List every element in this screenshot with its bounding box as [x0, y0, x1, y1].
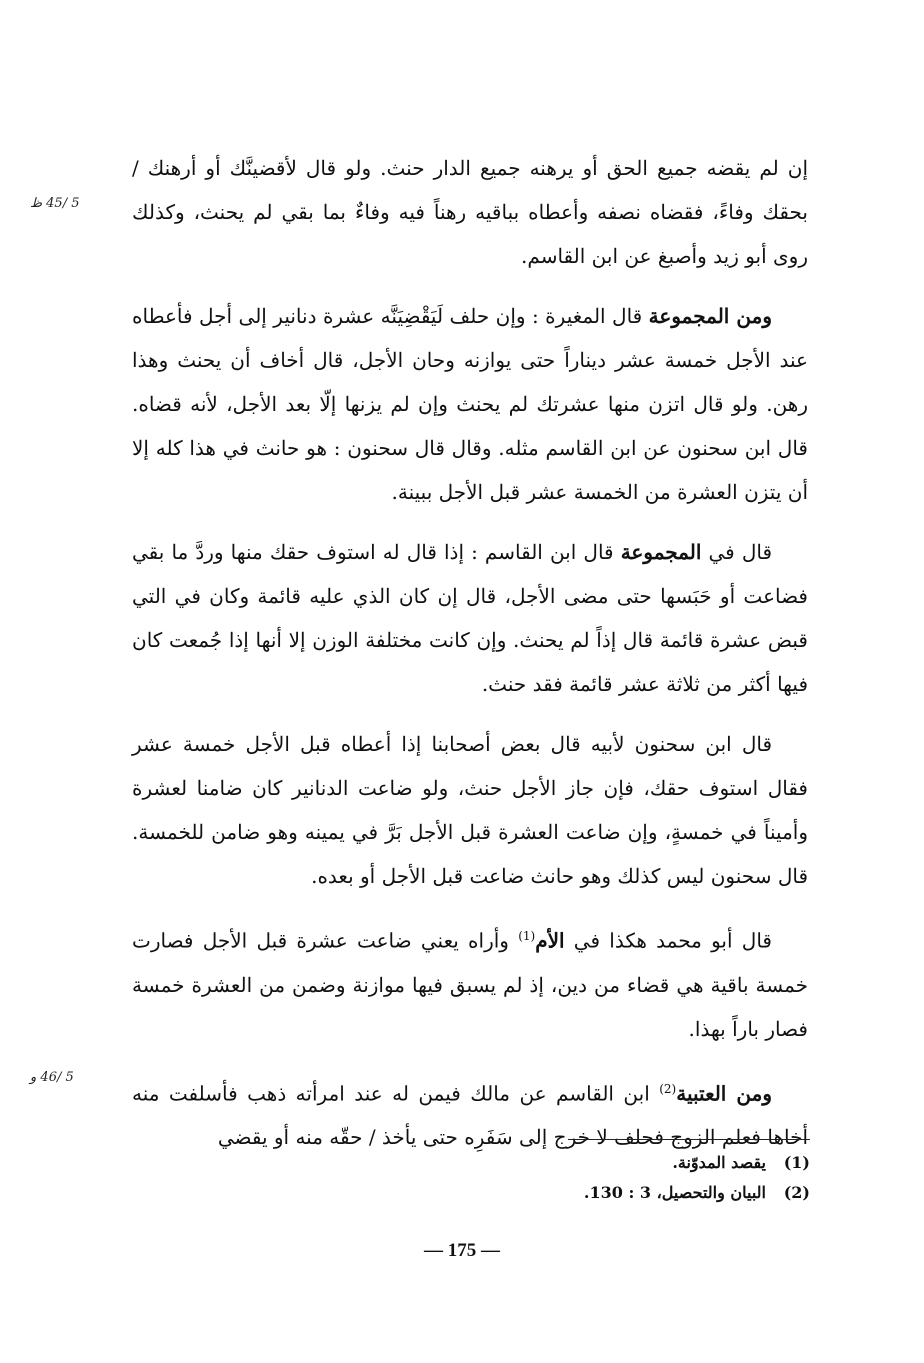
footnote-number: (2): [783, 1183, 810, 1202]
footnote-ref: (1): [518, 929, 536, 943]
paragraph-text: إن لم يقضه جميع الحق أو يرهنه جميع الدار حنث. ولو قال لأقضينَّك أو أرهنك / بحقك وفاءً، فقضاه نصفه وأعطاه بباقيه رهناً فيه وفاءٌ بما بقي لم يحنث، وكذلك روى أبو زيد وأصبغ عن ابن القاسم.: [132, 156, 808, 268]
paragraph-text: قال ابن القاسم : إذا قال له استوف حقك منها وردَّ ما بقي فضاعت أو حَبَسها حتى مضى الأجل، قال إن كان الذي عليه قائمة وكان في التي قبض عشرة قائمة قال إذاً لم يحنث. وإن كانت مختلفة الوزن إلا أنها إذا جُمعت كان فيها أكثر من ثلاثة عشر قائمة فقد حنث.: [132, 540, 808, 696]
paragraph-text: وأراه يعني ضاعت عشرة قبل الأجل فصارت خمسة باقية هي قضاء من دين، إذ لم يسبق فيها موازنة وضمن من العشرة خمسة فصار باراً بهذا.: [132, 928, 808, 1041]
source-title: ومن العتبية: [676, 1081, 773, 1106]
paragraph-1: [132, 146, 808, 278]
footnote-ref: (2): [659, 1081, 677, 1096]
footnote-1: [300, 1148, 810, 1178]
footnote-text: البيان والتحصيل، 3 : 130.: [583, 1183, 766, 1202]
paragraph-2: [132, 294, 808, 514]
paragraph-6: [132, 1067, 808, 1160]
paragraph-4: [132, 722, 808, 898]
footnotes: [300, 1148, 810, 1208]
paragraph-lead: قال في: [701, 540, 773, 564]
source-title: الأم: [535, 928, 565, 953]
footnote-2: [300, 1178, 810, 1208]
paragraph-text: ابن القاسم عن مالك فيمن له عند امرأته ذهب فأسلفت منه أخاها فعلم الزوج فحلف لا خرج إلى سَفَرِه حتى يأخذ / حقّه منه أو يقضي: [132, 1081, 808, 1150]
footnote-divider: [568, 1139, 810, 1140]
footnote-number: (1): [783, 1153, 810, 1172]
footnote-text: يقصد المدوّنة.: [672, 1153, 766, 1172]
paragraph-text: قال المغيرة : وإن حلف لَيَقْضِيَنَّه عشرة دنانير إلى أجل فأعطاه عند الأجل خمسة عشر ديناراً حتى يوازنه وحان الأجل، قال أخاف أن يحنث وهذا رهن. ولو قال اتزن منها عشرتك لم يحنث وإن لم يزنها إلّا بعد الأجل، لأنه قضاه. قال ابن سحنون عن ابن القاسم مثله. وقال قال سحنون : هو حانث في هذا كله إلا أن يتزن العشرة من الخمسة عشر قبل الأجل ببينة.: [132, 304, 809, 504]
paragraph-5: [132, 914, 808, 1051]
paragraph-text: قال ابن سحنون لأبيه قال بعض أصحابنا إذا أعطاه قبل الأجل خمسة عشر فقال استوف حقك، فإن جاز الأجل حنث، ولو ضاعت الدنانير كان ضامنا لعشرة وأميناً في خمسةٍ، وإن ضاعت العشرة قبل الأجل بَرَّ في يمينه وهو ضامن للخمسة. قال سحنون ليس كذلك وهو حانث ضاعت قبل الأجل أو بعده.: [132, 732, 808, 888]
page-number: — 175 —: [424, 1240, 500, 1261]
margin-folio-note-bottom: 5 /46 و: [30, 1070, 74, 1085]
margin-folio-note-top: 5 /45 ظ: [30, 196, 80, 211]
body-text: [132, 146, 808, 1175]
paragraph-lead: قال أبو محمد هكذا في: [564, 928, 772, 953]
source-title: المجموعة: [620, 540, 702, 564]
paragraph-3: [132, 530, 808, 706]
source-title: ومن المجموعة: [648, 304, 772, 328]
